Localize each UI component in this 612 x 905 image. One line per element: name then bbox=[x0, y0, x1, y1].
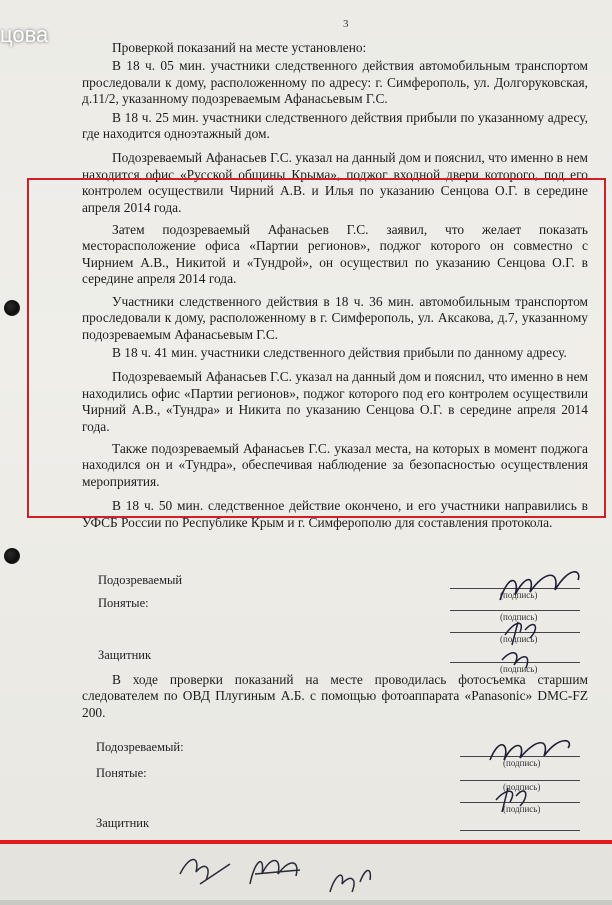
signature-caption: (подпись) bbox=[500, 590, 538, 600]
highlight-box bbox=[27, 178, 606, 518]
defender-label: Защитник bbox=[98, 648, 152, 662]
signature-caption: (подпись) bbox=[500, 664, 538, 674]
paragraph: В 18 ч. 50 мин. следственное действие окончено, и его участники направились в УФСБ России по Республике Крым и г. Симферополю для составления протокола. bbox=[82, 498, 588, 530]
defender-label: Защитник bbox=[96, 816, 150, 830]
witnesses-label: Понятые: bbox=[96, 766, 147, 780]
paragraph: Проверкой показаний на месте установлено: bbox=[112, 40, 367, 55]
paragraph: В 18 ч. 41 мин. участники следственного действия прибыли по данному адресу. bbox=[112, 344, 567, 360]
paragraph: В ходе проверки показаний на месте проводилась фотосъемка старшим следователем по ОВД Плугиным А.Б. с помощью фотоаппарата «Panasonic» DMC-FZ 200. bbox=[82, 672, 588, 720]
signature-caption: (подпись) bbox=[503, 804, 541, 814]
signature-caption: (подпись) bbox=[503, 758, 541, 768]
page-number: 3 bbox=[343, 18, 349, 30]
photo-section bbox=[82, 672, 588, 723]
paragraph: Затем подозреваемый Афанасьев Г.С. заявил, что желает показать месторасположение офиса «Партии регионов», поджог которого он совместно с Чирнием А.В., Никитой и «Тундрой», он осуществил по указанию Сенцова О.Г. в середине апреля 2014 года. bbox=[82, 222, 588, 287]
suspect-label: Подозреваемый bbox=[98, 573, 183, 587]
paragraph: Также подозреваемый Афанасьев Г.С. указал места, на которых в момент поджога находился он и «Тундра», обеспечивая наблюдение за безопасностью осуществления мероприятия. bbox=[82, 440, 588, 489]
paragraph: Подозреваемый Афанасьев Г.С. указал на данный дом и пояснил, что именно в нем находились офис «Партии регионов», поджог которого под его контролем осуществили Чирний А.В., «Тундра» и Никита по указанию Сенцова О.Г. в середине апреля 2014 года. bbox=[82, 369, 588, 434]
witnesses-label: Понятые: bbox=[98, 596, 149, 610]
punch-hole-icon bbox=[4, 548, 20, 564]
punch-hole-icon bbox=[4, 300, 20, 316]
signature-caption: (подпись) bbox=[500, 612, 538, 622]
handwritten-signature bbox=[478, 730, 588, 840]
handwritten-signature bbox=[490, 560, 590, 680]
paragraph: Подозреваемый Афанасьев Г.С. указал на данный дом и пояснил, что именно в нем находится офис «Русской общины Крыма», поджог входной двери которого, под его контролем осуществили Чирний А.В. и Илья по указанию Сенцова О.Г. в середине апреля 2014 года. bbox=[82, 150, 588, 215]
handwritten-signature bbox=[0, 844, 612, 900]
bottom-strip bbox=[0, 844, 612, 900]
paragraph: В 18 ч. 05 мин. участники следственного действия автомобильным транспортом проследовали к дому, расположенному по адресу: г. Симферополь, ул. Долгоруковская, д.11/2, указанному подозреваемым Афанасьевым Г.С. bbox=[82, 58, 588, 107]
paragraph: В 18 ч. 25 мин. участники следственного действия прибыли по указанному адресу, где находится одноэтажный дом. bbox=[82, 109, 588, 142]
signature-caption: (подпись) bbox=[500, 634, 538, 644]
video-title-overlay: цова bbox=[0, 22, 49, 47]
signature-caption: (подпись) bbox=[503, 782, 541, 792]
paragraph: Участники следственного действия в 18 ч. 36 мин. автомобильным транспортом проследовали к дому, расположенному в г. Симферополь, ул. Аксакова, д.7, указанному подозреваемым Афанасьевым Г.С. bbox=[82, 293, 588, 342]
suspect-label: Подозреваемый: bbox=[96, 740, 184, 754]
